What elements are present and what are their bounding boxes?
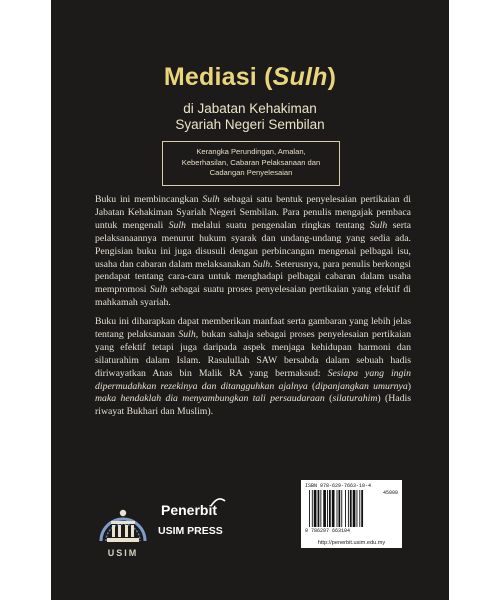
- book-title: [51, 63, 449, 92]
- usim-logo-label: USIM: [107, 548, 139, 558]
- synopsis-paragraph-2: Buku ini diharapkan dapat memberikan manfaat serta gambaran yang lebih jelas tentang pelaksanaan Sulh, bukan sahaja sebagai proses penyelesaian pertikaian yang efektif tetapi juga daripada aspek menjaga kehidupan harmoni dan silaturahim dalam Islam. Rasulullah SAW bersabda dalam sebuah hadis diriwayatkan Anas bin Malik RA yang bermaksud: Sesiapa yang ingin dipermudahkan rezekinya dan ditangguhkan ajalnya (dipanjangkan umurnya) maka hendaklah dia menyambungkan tali persaudaraan (silaturahim) (Hadis riwayat Bukhari dan Muslim).: [95, 316, 412, 418]
- boxed-line-2: Keberhasilan, Cabaran Pelaksanaan dan: [181, 157, 321, 167]
- usim-logo-icon: [95, 497, 151, 552]
- barcode-digits: 9 786297 663104: [305, 528, 351, 534]
- penerbit-swoosh-icon: [210, 497, 226, 507]
- publisher-url: http://penerbit.usim.edu.my: [301, 539, 402, 548]
- subtitle-line-1: di Jabatan Kehakiman: [183, 101, 317, 116]
- isbn-number: ISBN 978-629-7663-10-4: [305, 483, 372, 489]
- book-back-cover: [51, 0, 449, 600]
- book-subtitle: [51, 101, 449, 133]
- boxed-line-3: Cadangan Penyelesaian: [209, 168, 293, 178]
- boxed-subtitle: [162, 141, 340, 186]
- price-code: 45000: [382, 490, 398, 496]
- penerbit-label: Penerbit: [161, 502, 218, 518]
- title-italic-word: Sulh: [272, 63, 328, 91]
- title-paren-close: ): [327, 63, 337, 91]
- boxed-line-1: Kerangka Perundingan, Amalan,: [196, 147, 306, 156]
- subtitle-line-2: Syariah Negeri Sembilan: [175, 117, 325, 132]
- barcode-bars-icon: [309, 490, 379, 527]
- synopsis-paragraph-1: Buku ini membincangkan Sulh sebagai satu bentuk penyelesaian pertikaian di Jabatan Kehakiman Syariah Negeri Sembilan. Para penulis mengajak pembaca untuk mengenali Sulh melalui suatu pengenalan ringkas tentang Sulh serta pelaksanaannya menurut hukum syarak dan undang-undang yang sedia ada. Pengisian buku ini juga disusuli dengan perbincangan mengenai pelbagai isu, usaha dan cabaran dalam melaksanakan Sulh. Seterusnya, para penulis berkongsi pendapat tentang cara-cara untuk menghadapi pelbagai cabaran dalam usaha mempromosi Sulh sebagai suatu proses penyelesaian pertikaian yang efektif di mahkamah syariah.: [95, 194, 411, 309]
- isbn-barcode: [301, 480, 402, 539]
- title-paren-open: (: [264, 63, 273, 91]
- title-main: Mediasi: [163, 63, 257, 91]
- usim-press-label: USIM PRESS: [158, 525, 223, 537]
